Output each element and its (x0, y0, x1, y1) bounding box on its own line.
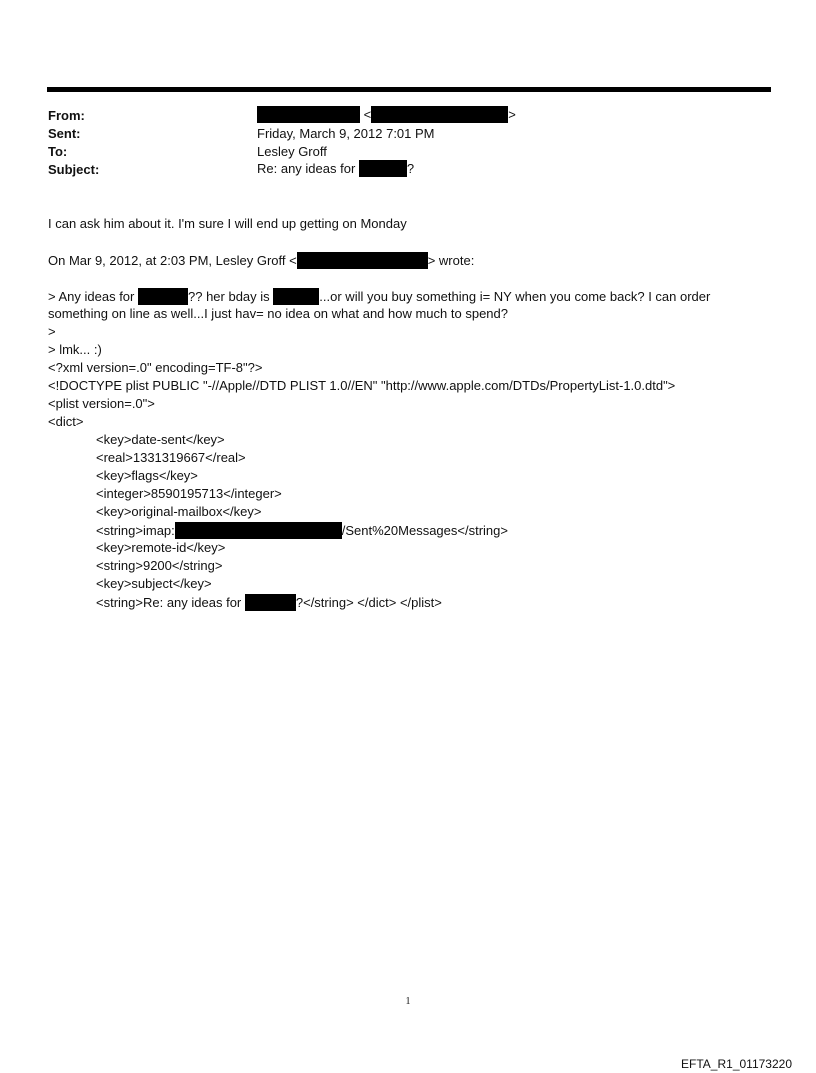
subject-suffix: ? (406, 161, 415, 176)
plist-line: <key>subject</key> (96, 576, 212, 591)
plist-line: <key>remote-id</key> (96, 540, 226, 555)
attribution-suffix: > wrote: (427, 253, 475, 268)
plist-line (96, 522, 508, 539)
plist-line: <key>date-sent</key> (96, 432, 225, 447)
redaction-box (257, 106, 360, 123)
plist-line: <string>9200</string> (96, 558, 223, 573)
plist-text: <string>Re: any ideas for (96, 595, 242, 610)
redaction-box (175, 522, 342, 539)
quoted-line: > lmk... :) (48, 342, 102, 357)
from-email-close: > (508, 107, 516, 122)
redaction-box (371, 106, 508, 123)
sent-value: Friday, March 9, 2012 7:01 PM (257, 126, 435, 141)
from-value (257, 106, 516, 123)
page-number: 1 (405, 996, 411, 1007)
redaction-box (359, 160, 407, 177)
plist-line (96, 594, 442, 611)
quote-attribution (48, 252, 474, 269)
xml-line: <!DOCTYPE plist PUBLIC "-//Apple//DTD PLIST 1.0//EN" "http://www.apple.com/DTDs/PropertyList-1.0.dtd"> (48, 378, 676, 393)
from-label: From: (48, 108, 85, 123)
to-value: Lesley Groff (257, 144, 327, 159)
redaction-box (273, 288, 319, 305)
quoted-line (48, 288, 710, 305)
attribution-text: On Mar 9, 2012, at 2:03 PM, Lesley Groff < (48, 253, 297, 268)
quoted-text: ?? her bday is (188, 289, 270, 304)
quoted-text: > Any ideas for (48, 289, 135, 304)
xml-line: <dict> (48, 414, 84, 429)
redaction-box (138, 288, 188, 305)
plist-line: <key>flags</key> (96, 468, 198, 483)
xml-line: <?xml version=.0" encoding=TF-8"?> (48, 360, 263, 375)
quoted-line: > (48, 324, 56, 339)
to-label: To: (48, 144, 68, 159)
redaction-box (245, 594, 296, 611)
subject-value (257, 160, 414, 177)
plist-text: ?</string> </dict> </plist> (295, 595, 442, 610)
plist-line: <integer>8590195713</integer> (96, 486, 282, 501)
subject-label: Subject: (48, 162, 100, 177)
bates-number: EFTA_R1_01173220 (681, 1057, 792, 1071)
plist-text: <string>imap: (96, 523, 175, 538)
plist-line: <key>original-mailbox</key> (96, 504, 262, 519)
redaction-box (297, 252, 428, 269)
plist-line: <real>1331319667</real> (96, 450, 246, 465)
sent-label: Sent: (48, 126, 81, 141)
plist-text: /Sent%20Messages</string> (341, 523, 508, 538)
body-line: I can ask him about it. I'm sure I will end up getting on Monday (48, 216, 407, 231)
from-email-open: < (363, 107, 372, 122)
subject-text: Re: any ideas for (257, 161, 356, 176)
xml-line: <plist version=.0"> (48, 396, 155, 411)
quoted-text: ...or will you buy something i= NY when you come back? I can order (319, 289, 711, 304)
header-rule (47, 87, 771, 92)
quoted-line: something on line as well...I just hav= no idea on what and how much to spend? (48, 306, 508, 321)
